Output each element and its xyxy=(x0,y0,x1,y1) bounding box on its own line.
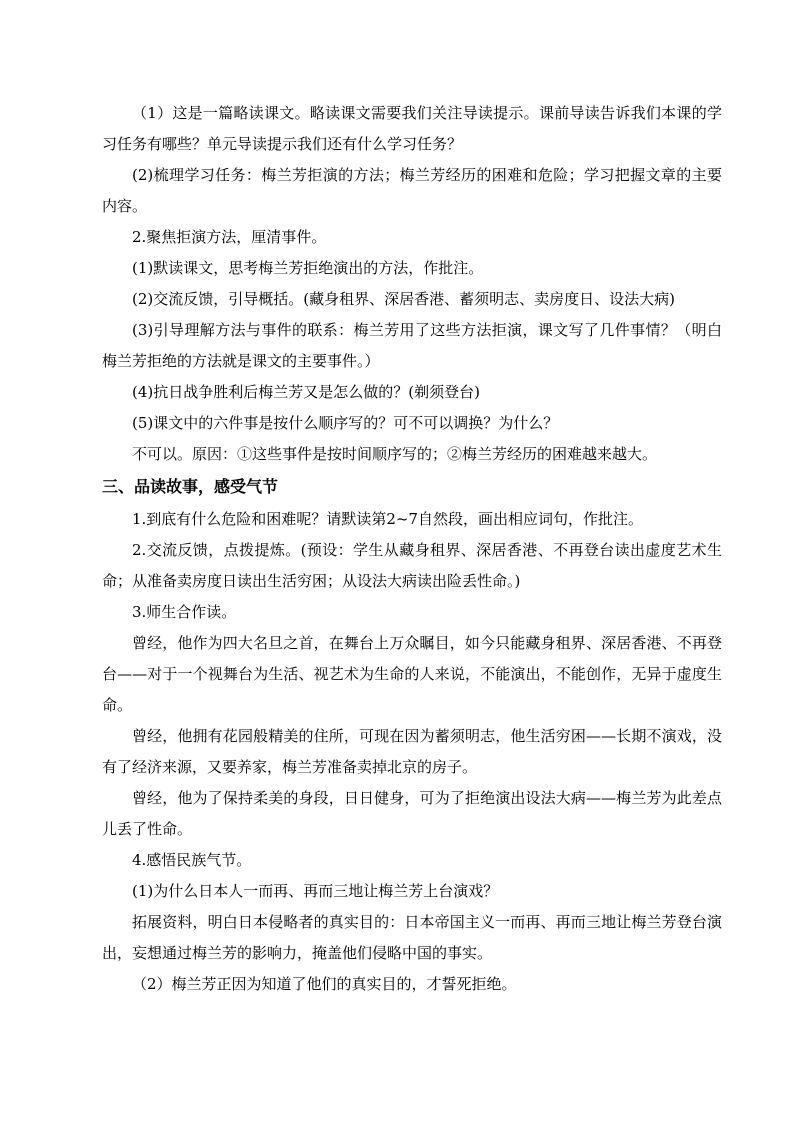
paragraph: (5)课文中的六件事是按什么顺序写的？可不可以调换？为什么？ xyxy=(132,414,559,432)
document-body xyxy=(102,98,722,1000)
paragraph: 曾经，他为了保持柔美的身段，日日健身，可为了拒绝演出设法大病——梅兰芳为此差点儿丢了性命。 xyxy=(102,789,722,838)
paragraph: 2.交流反馈，点拨提炼。(预设：学生从藏身租界、深居香港、不再登台读出虚度艺术生命；从准备卖房度日读出生活穷困；从设法大病读出险丢性命。) xyxy=(102,541,722,590)
paragraph: (1)为什么日本人一而再、再而三地让梅兰芳上台演戏？ xyxy=(132,882,499,900)
paragraph: （2）梅兰芳正因为知道了他们的真实目的，才誓死拒绝。 xyxy=(132,975,517,993)
paragraph: 拓展资料，明白日本侵略者的真实目的：日本帝国主义一而再、再而三地让梅兰芳登台演出，妄想通过梅兰芳的影响力，掩盖他们侵略中国的事实。 xyxy=(102,913,722,962)
paragraph: 2.聚焦拒演方法，厘清事件。 xyxy=(132,228,327,246)
paragraph: 不可以。原因：①这些事件是按时间顺序写的；②梅兰芳经历的困难越来越大。 xyxy=(132,445,658,463)
paragraph: 3.师生合作读。 xyxy=(132,603,237,621)
paragraph: 曾经，他拥有花园般精美的住所，可现在因为蓄须明志，他生活穷困——长期不演戏，没有了经济来源，又要养家，梅兰芳准备卖掉北京的房子。 xyxy=(102,727,722,776)
paragraph: (1)默读课文，思考梅兰芳拒绝演出的方法，作批注。 xyxy=(132,259,484,277)
paragraph: 1.到底有什么危险和困难呢？请默读第2~7自然段，画出相应词句，作批注。 xyxy=(132,510,643,528)
paragraph: (3)引导理解方法与事件的联系：梅兰芳用了这些方法拒演，课文写了几件事情？（明白梅兰芳拒绝的方法就是课文的主要事件。） xyxy=(102,321,722,370)
paragraph: （1）这是一篇略读课文。略读课文需要我们关注导读提示。课前导读告诉我们本课的学习任务有哪些？单元导读提示我们还有什么学习任务？ xyxy=(102,104,722,153)
section-heading: 三、品读故事，感受气节 xyxy=(102,477,279,496)
paragraph: (4)抗日战争胜利后梅兰芳又是怎么做的？(剃须登台) xyxy=(132,383,480,401)
paragraph: 曾经，他作为四大名旦之首，在舞台上万众瞩目，如今只能藏身租界、深居香港、不再登台——对于一个视舞台为生活、视艺术为生命的人来说，不能演出，不能创作，无异于虚度生命。 xyxy=(102,634,722,714)
paragraph: (2)梳理学习任务：梅兰芳拒演的方法；梅兰芳经历的困难和危险；学习把握文章的主要内容。 xyxy=(102,166,722,215)
paragraph: 4.感悟民族气节。 xyxy=(132,851,252,869)
paragraph: (2)交流反馈，引导概括。(藏身租界、深居香港、蓄须明志、卖房度日、设法大病) xyxy=(132,290,675,308)
